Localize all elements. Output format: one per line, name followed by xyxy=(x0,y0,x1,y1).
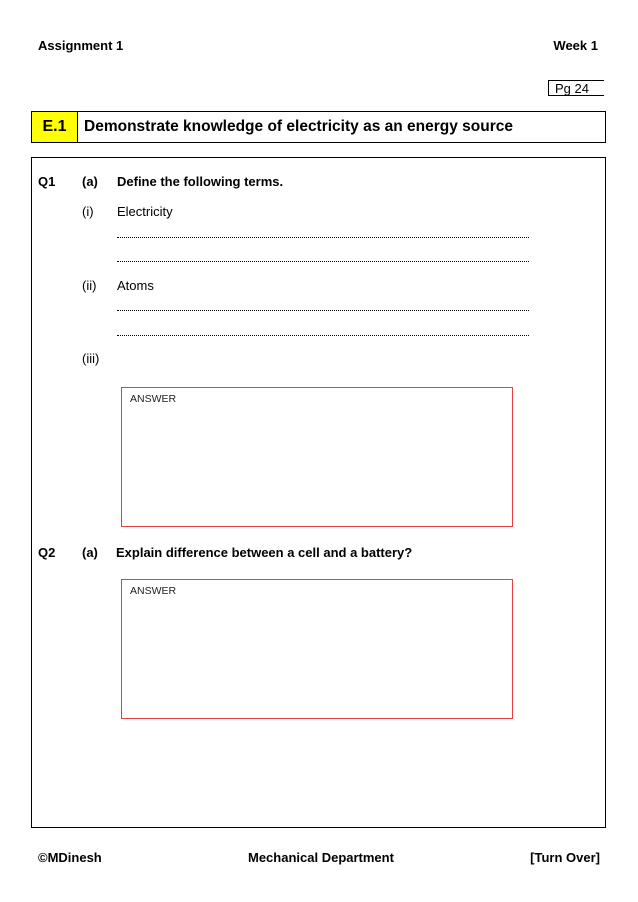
answer-line[interactable] xyxy=(117,335,529,336)
assignment-label: Assignment 1 xyxy=(38,38,124,53)
footer-author: ©MDinesh xyxy=(38,850,102,865)
answer-line[interactable] xyxy=(117,261,529,262)
week-label: Week 1 xyxy=(553,38,598,53)
section-header xyxy=(31,111,606,143)
q1-part: (a) xyxy=(82,174,98,189)
answer-line[interactable] xyxy=(117,310,529,311)
q1-item-term: Atoms xyxy=(117,278,154,293)
q2-number: Q2 xyxy=(38,545,56,560)
q1-item-term: Electricity xyxy=(117,204,173,219)
q1-number: Q1 xyxy=(38,174,56,189)
footer-department: Mechanical Department xyxy=(248,850,394,865)
q1-item-label: (ii) xyxy=(82,278,97,293)
q1-item-label: (i) xyxy=(82,204,94,219)
section-code: E.1 xyxy=(32,112,78,142)
q1-item-label: (iii) xyxy=(82,351,100,366)
q2-part: (a) xyxy=(82,545,98,560)
q1-instruction: Define the following terms. xyxy=(117,174,284,189)
answer-label: ANSWER xyxy=(130,585,177,597)
page-number: Pg 24 xyxy=(548,80,604,96)
answer-line[interactable] xyxy=(117,237,529,238)
section-title: Demonstrate knowledge of electricity as an energy source xyxy=(84,118,513,135)
q2-answer-box[interactable] xyxy=(121,579,513,719)
q2-question: Explain difference between a cell and a battery? xyxy=(116,545,413,560)
answer-label: ANSWER xyxy=(130,393,177,405)
footer-turn-over: [Turn Over] xyxy=(530,850,600,865)
q1-answer-box[interactable] xyxy=(121,387,513,527)
